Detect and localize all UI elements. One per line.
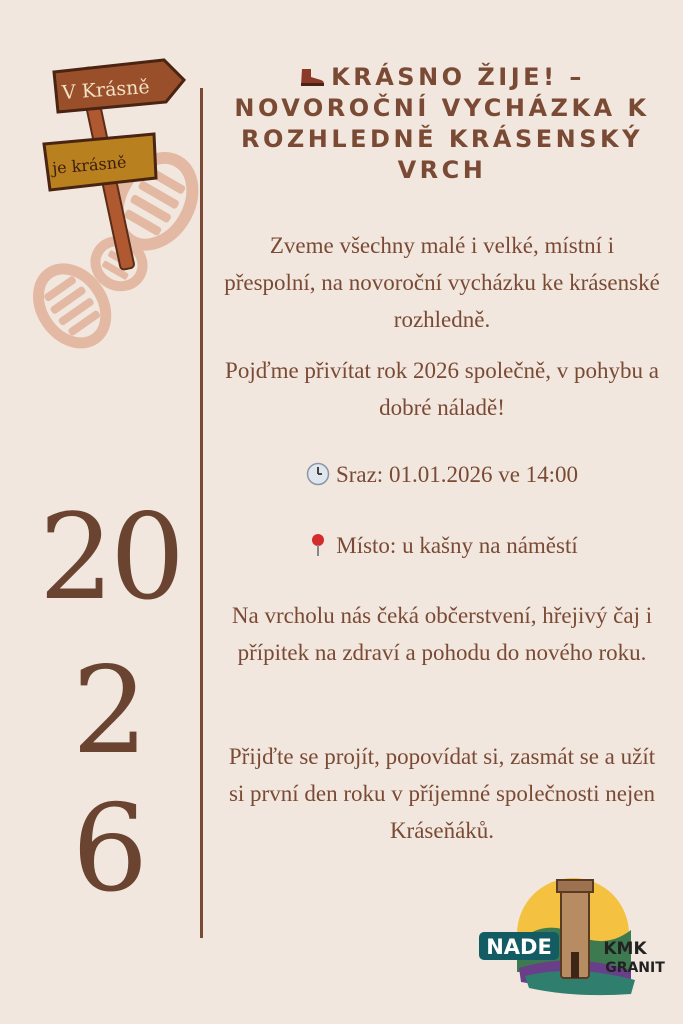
meeting-text: Sraz: 01.01.2026 ve 14:00 (335, 462, 579, 487)
nade-kmk-granit-logo (475, 872, 675, 1002)
map-pin-icon (306, 533, 330, 557)
sign-bottom-text: je krásně (51, 152, 128, 178)
logo-granit-text: GRANIT (605, 960, 665, 976)
title-text: KRÁSNO ŽIJE! – NOVOROČNÍ VYCHÁZKA K ROZHLEDNĚ KRÁSENSKÝ VRCH (234, 63, 650, 184)
hiking-boot-icon (299, 67, 325, 87)
year-digit-2: 2 (71, 642, 149, 781)
clock-icon (306, 462, 330, 486)
vertical-divider (200, 88, 203, 938)
sign-top-text: V Krásně (61, 75, 151, 105)
welcome-paragraph: Pojďme přivítat rok 2026 společně, v pohybu a dobré náladě! (225, 358, 659, 420)
year-digit-6: 6 (71, 780, 149, 919)
meeting-line (222, 456, 662, 493)
summit-paragraph: Na vrcholu nás čeká občerstvení, hřejivý čaj i přípitek na zdraví a pohodu do nového roku. (231, 603, 653, 665)
closing-paragraph: Přijďte se projít, popovídat si, zasmát se a užít si první den roku v příjemné společnosti nejen Kráseňáků. (228, 744, 656, 843)
year-digits-20: 20 (38, 488, 182, 626)
invite-paragraph: Zveme všechny malé i velké, místní i přespolní, na novoroční vycházku ke krásenské rozhledně. (224, 233, 660, 332)
place-line (222, 527, 662, 564)
page-title (218, 62, 666, 186)
signpost-illustration (36, 46, 206, 276)
place-text: Místo: u kašny na náměstí (336, 533, 578, 558)
logo-nade-text: NADE (486, 935, 552, 959)
logo-kmk-text: KMK (603, 939, 647, 959)
